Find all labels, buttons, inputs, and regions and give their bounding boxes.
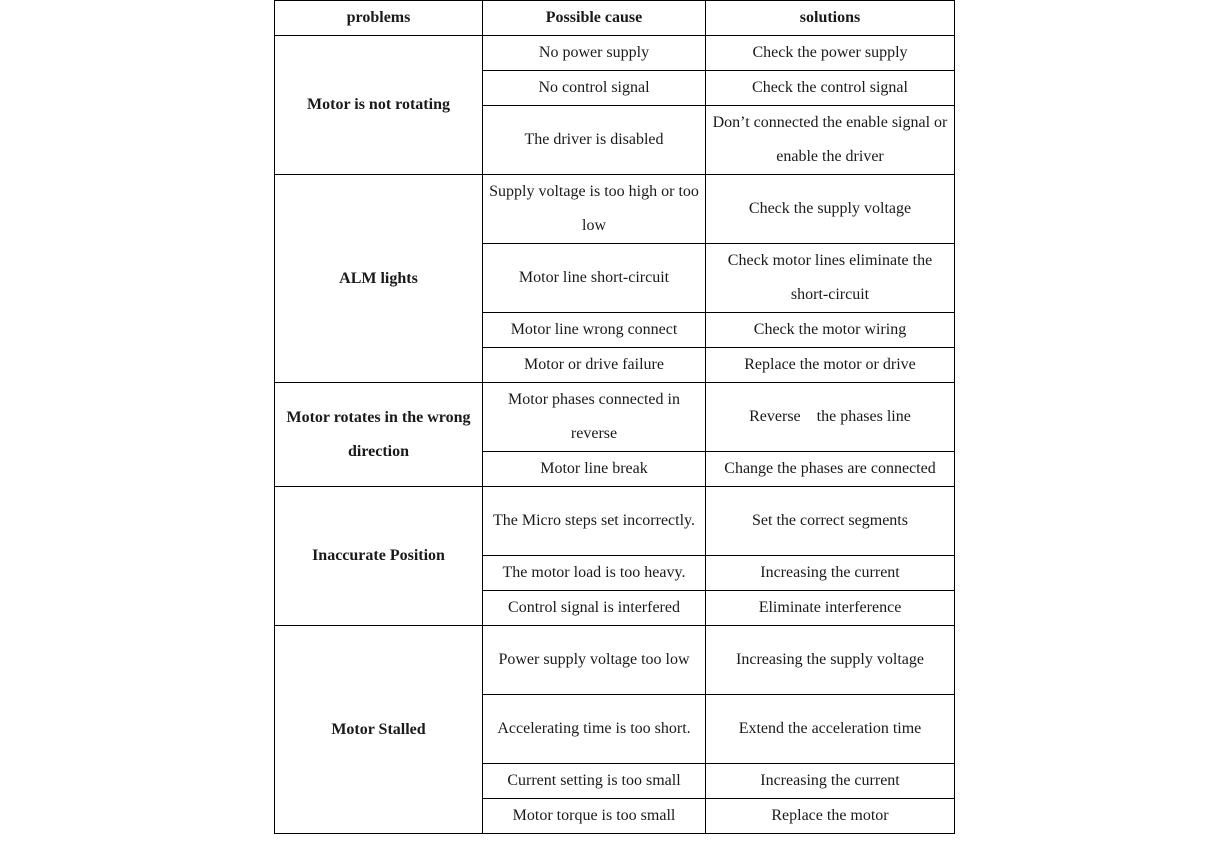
cause-cell: Supply voltage is too high or too low	[483, 175, 706, 244]
cause-cell: Motor phases connected in reverse	[483, 383, 706, 452]
cause-cell: Motor torque is too small	[483, 799, 706, 834]
cause-cell: The motor load is too heavy.	[483, 556, 706, 591]
solution-cell: Check motor lines eliminate the short-circuit	[706, 244, 955, 313]
solution-cell: Change the phases are connected	[706, 452, 955, 487]
cause-cell: Accelerating time is too short.	[483, 695, 706, 764]
solution-cell: Increasing the current	[706, 764, 955, 799]
solution-cell: Check the control signal	[706, 71, 955, 106]
cause-cell: No power supply	[483, 36, 706, 71]
header-solutions: solutions	[706, 1, 955, 36]
cause-cell: Power supply voltage too low	[483, 626, 706, 695]
table-row	[275, 175, 955, 244]
solution-cell: Check the supply voltage	[706, 175, 955, 244]
problem-cell: Inaccurate Position	[275, 487, 483, 626]
problem-cell: Motor is not rotating	[275, 36, 483, 175]
table-row	[275, 487, 955, 556]
solution-cell: Eliminate interference	[706, 591, 955, 626]
cause-cell: The driver is disabled	[483, 106, 706, 175]
problem-cell: ALM lights	[275, 175, 483, 383]
troubleshooting-table	[274, 0, 955, 834]
solution-cell: Set the correct segments	[706, 487, 955, 556]
cause-cell: Motor or drive failure	[483, 348, 706, 383]
problem-cell: Motor Stalled	[275, 626, 483, 834]
problem-cell: Motor rotates in the wrong direction	[275, 383, 483, 487]
cause-cell: Motor line short-circuit	[483, 244, 706, 313]
header-problems: problems	[275, 1, 483, 36]
header-row	[275, 1, 955, 36]
cause-cell: Motor line break	[483, 452, 706, 487]
solution-cell: Replace the motor	[706, 799, 955, 834]
solution-cell: Increasing the supply voltage	[706, 626, 955, 695]
solution-cell: Increasing the current	[706, 556, 955, 591]
cause-cell: Current setting is too small	[483, 764, 706, 799]
header-possible-cause: Possible cause	[483, 1, 706, 36]
solution-cell: Don’t connected the enable signal or enable the driver	[706, 106, 955, 175]
table-row	[275, 36, 955, 71]
table-row	[275, 626, 955, 695]
solution-cell: Check the motor wiring	[706, 313, 955, 348]
solution-cell: Replace the motor or drive	[706, 348, 955, 383]
cause-cell: The Micro steps set incorrectly.	[483, 487, 706, 556]
cause-cell: No control signal	[483, 71, 706, 106]
cause-cell: Motor line wrong connect	[483, 313, 706, 348]
solution-cell: Check the power supply	[706, 36, 955, 71]
solution-cell: Reverse the phases line	[706, 383, 955, 452]
table-row	[275, 383, 955, 452]
cause-cell: Control signal is interfered	[483, 591, 706, 626]
solution-cell: Extend the acceleration time	[706, 695, 955, 764]
